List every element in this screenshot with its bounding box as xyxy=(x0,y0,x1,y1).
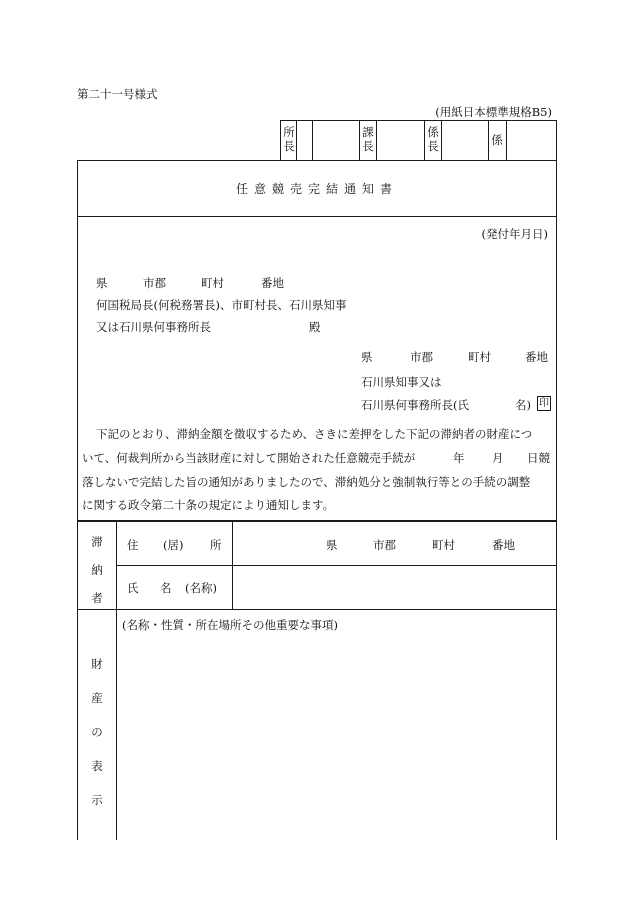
property-note: (名称・性質・所在場所その他重要な事項) xyxy=(122,618,338,632)
sender-line1: 石川県知事又は xyxy=(361,375,442,389)
name-label-3: (名称) xyxy=(185,581,217,595)
addressee-lot: 番地 xyxy=(261,276,284,290)
body-line-2a: いて、何裁判所から当該財産に対して開始された任意競売手続が xyxy=(82,451,416,465)
sender-city: 市郡 xyxy=(410,350,433,364)
name-label-2: 名 xyxy=(160,581,172,595)
sender-town: 町村 xyxy=(468,350,491,364)
sender-lot: 番地 xyxy=(525,350,548,364)
address-label-2: (居) xyxy=(163,538,184,552)
document-title: 任意競売完結通知書 xyxy=(235,182,398,196)
delinquent-header: 滞納者 xyxy=(91,535,103,605)
seal-mark: 印 xyxy=(539,398,549,409)
addressee-city: 市郡 xyxy=(143,276,166,290)
addressee-line1: 何国税局長(何税務署長)、市町村長、石川県知事 xyxy=(96,298,347,312)
body-line-2-year: 年 xyxy=(453,451,465,465)
approval-subsection-chief-label: 係長 xyxy=(427,125,439,153)
addressee-line2: 又は石川県何事務所長 xyxy=(96,320,211,334)
approval-director-label: 所長 xyxy=(283,125,295,153)
property-header: 財産の表示 xyxy=(91,657,103,807)
form-number: 第二十一号様式 xyxy=(77,87,158,101)
address-label-3: 所 xyxy=(210,538,222,552)
addressee-town: 町村 xyxy=(201,276,224,290)
sender-line2-left: 石川県何事務所長(氏 xyxy=(361,398,469,412)
address-label-1: 住 xyxy=(127,538,139,552)
addressee-prefecture: 県 xyxy=(96,276,108,290)
body-line-2-month: 月 xyxy=(492,451,504,465)
approval-section-chief-label: 課長 xyxy=(362,125,374,153)
delinquent-town: 町村 xyxy=(432,538,455,552)
delinquent-city: 市郡 xyxy=(373,538,396,552)
delinquent-lot: 番地 xyxy=(492,538,515,552)
body-line-3: 落しないで完結した旨の通知がありましたので、滞納処分と強制執行等との手続の調整 xyxy=(82,475,531,489)
paper-size-note: (用紙日本標準規格B5) xyxy=(435,105,552,119)
name-label-1: 氏 xyxy=(127,581,139,595)
body-line-4: に関する政令第二十条の規定により通知します。 xyxy=(82,498,335,512)
issue-date-label: (発付年月日) xyxy=(481,227,548,241)
sender-prefecture: 県 xyxy=(361,350,373,364)
sender-line2-right: 名) xyxy=(515,398,531,412)
body-line-2-day: 日競 xyxy=(527,451,550,465)
delinquent-prefecture: 県 xyxy=(326,538,338,552)
approval-staff-label: 係 xyxy=(491,133,503,147)
addressee-honorific: 殿 xyxy=(309,320,321,334)
body-line-1: 下記のとおり、滞納金額を徴収するため、さきに差押をした下記の滞納者の財産につ xyxy=(96,427,533,441)
